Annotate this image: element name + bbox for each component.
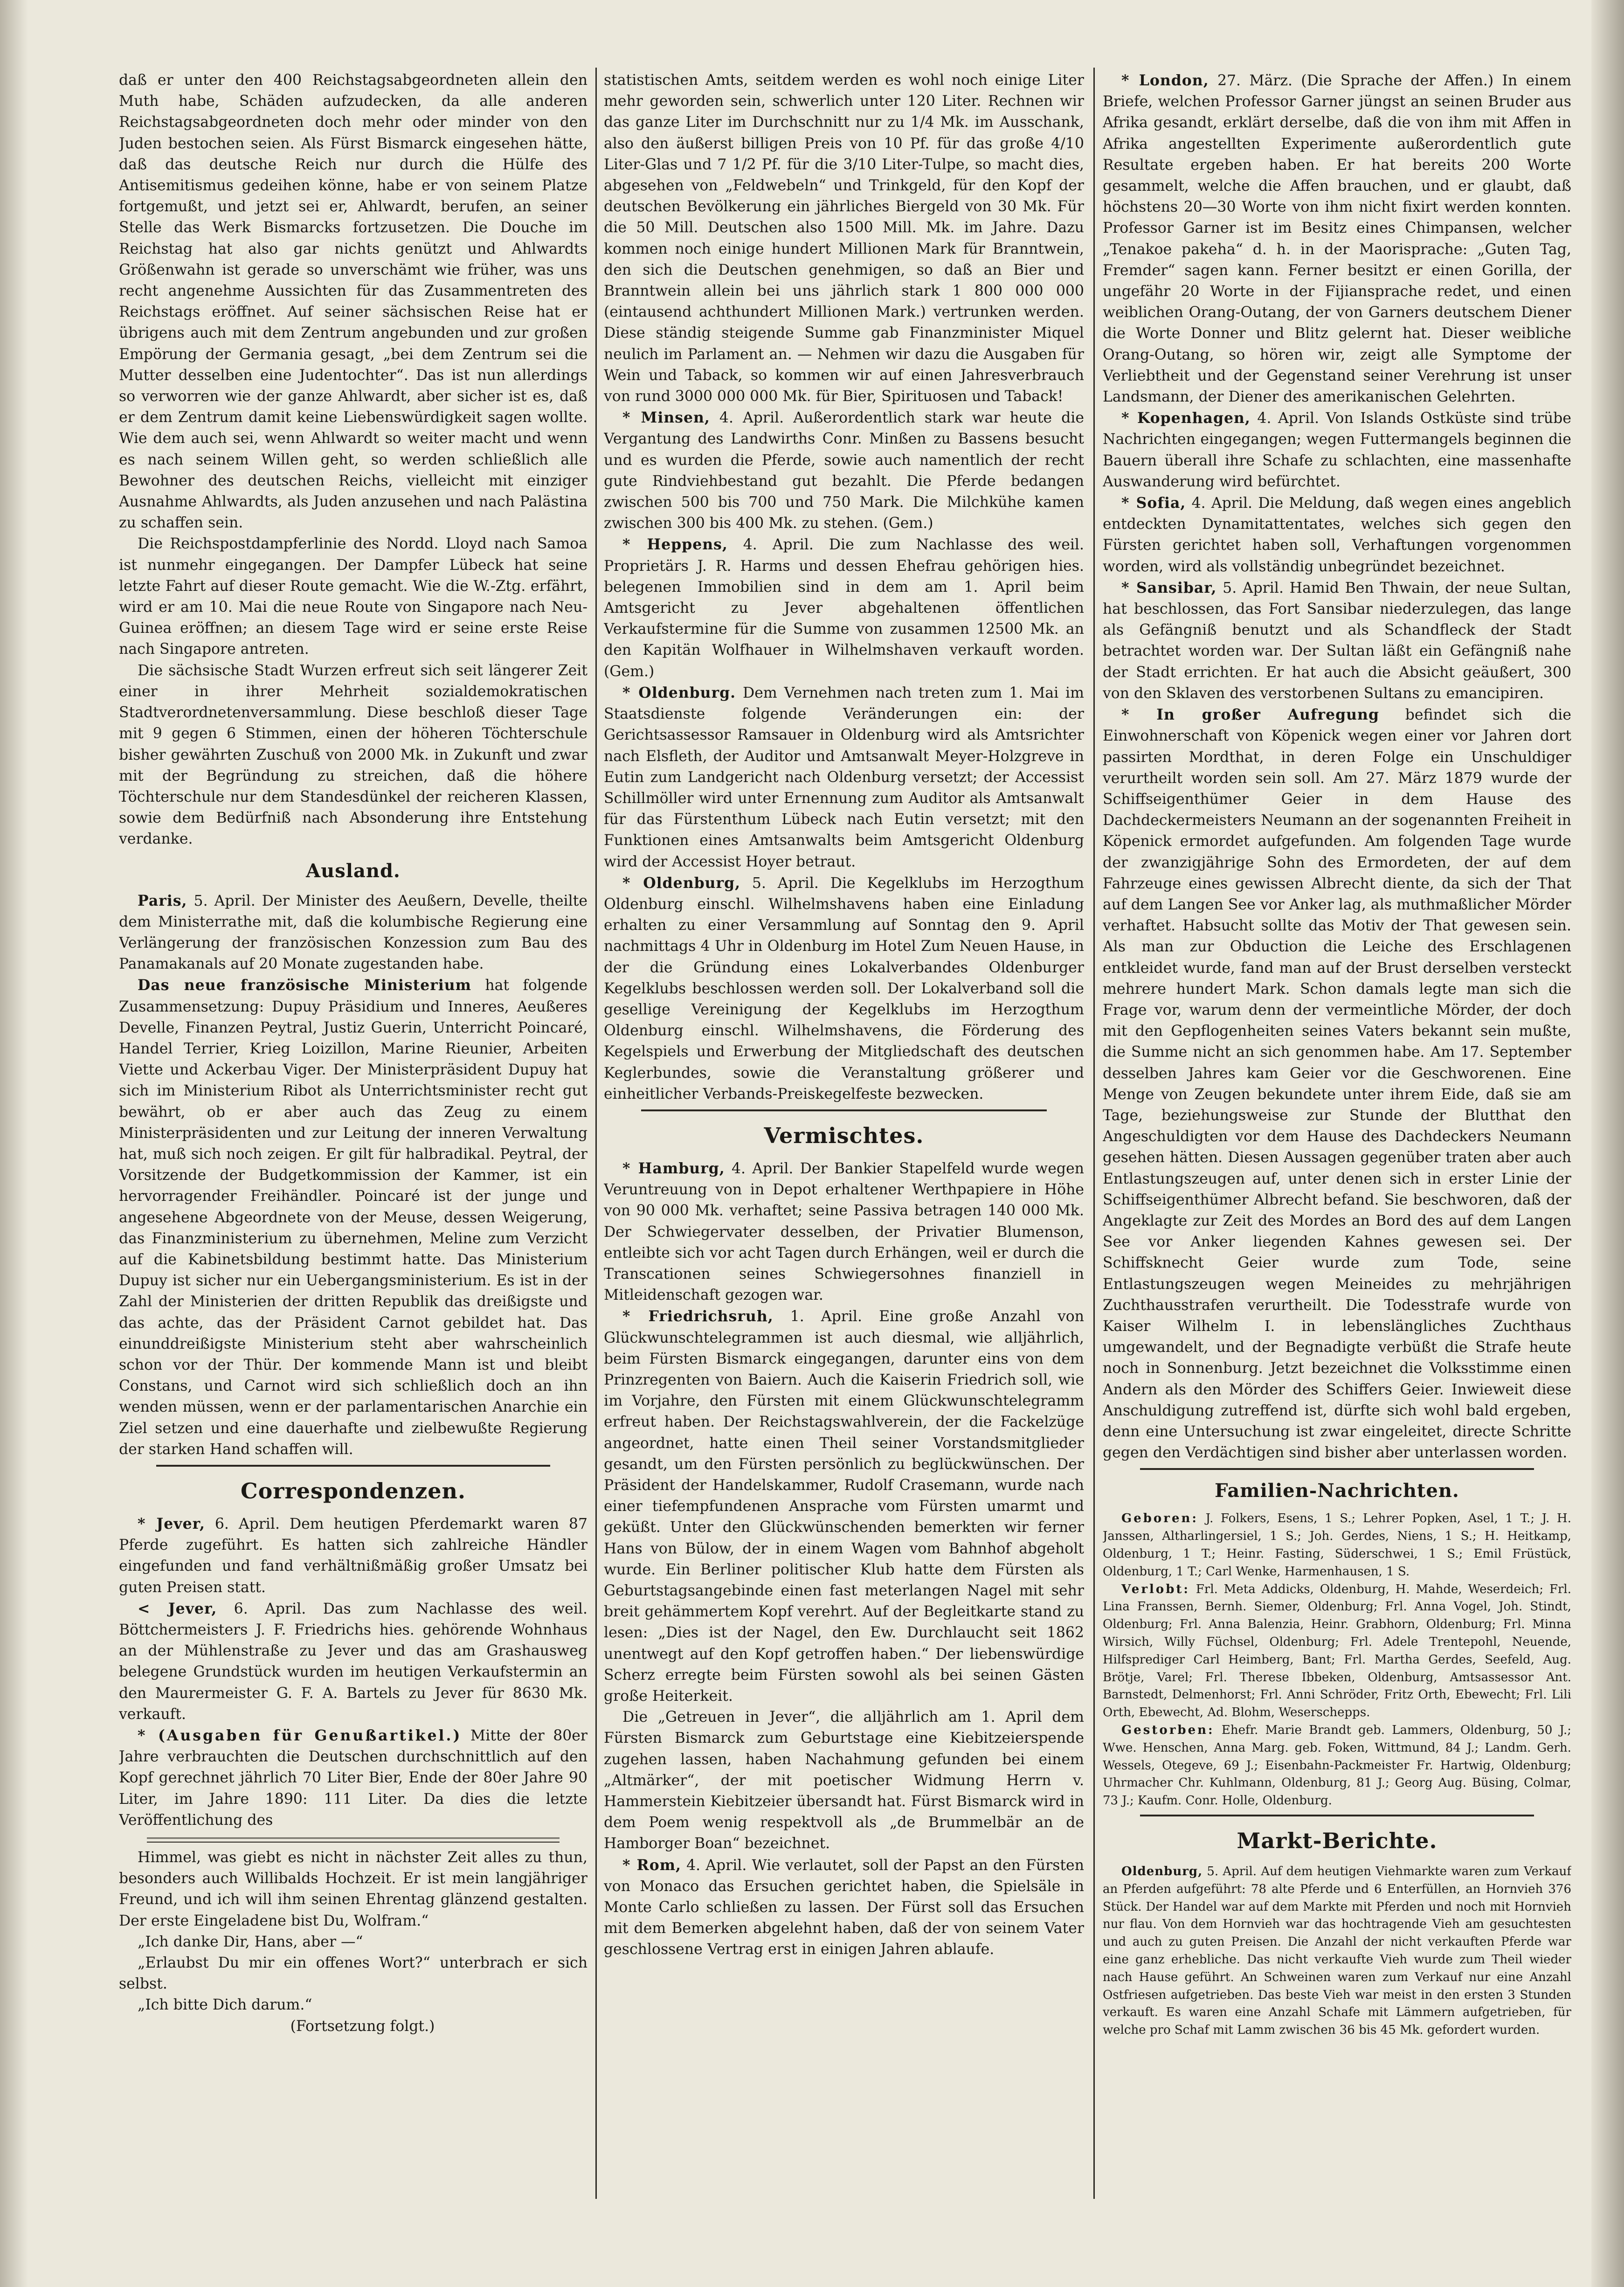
article-paris: Paris, 5. April. Der Minister des Aeußern, Develle, theilte dem Ministerrathe mit, daß die kolumbische Regierung eine Verlängerung der französischen Konzession zum Bau des Panamakanals auf 20 Monate zugestanden habe. (119, 892, 587, 973)
column-3 (1103, 70, 1571, 2197)
dateline: Das neue französische Ministerium (138, 977, 471, 994)
article-friedrichsruh: * Friedrichsruh, 1. April. Eine große Anzahl von Glückwunschtelegrammen ist auch diesmal, wie alljährlich, beim Fürsten Bismarck eingegangen, darunter eins von dem Prinzregenten von Baiern. Auch die Kaiserin Friedrich soll, wie im Vorjahre, den Fürsten mit einem Glückwunschtelegramm erfreut haben. Der Reichstagswahlverein, der die Fackelzüge angeordnet, hatte einen Theil seiner Vorstandsmitglieder gesandt, um den Fürsten persönlich zu beglückwünschen. Der Präsident der Handelskammer, Rudolf Crasemann, wurde nach einer tiefempfundenen Ansprache vom Fürsten umarmt und geküßt. Unter den Glückwünschenden bemerkten wir ferner Hans von Bülow, der in einem Wagen vom Bahnhof abgeholt wurde. Ein Berliner politischer Klub hatte dem Fürsten als Geburtstagsangebinde einen fast meterlangen Nagel mit sehr breit gehämmertem Kopf verehrt. Auf der Begleitkarte stand zu lesen: „Dies ist der Nagel, den Ew. Durchlaucht seit 1862 unentwegt auf den Kopf getroffen haben.“ Der liebenswürdige Scherz erregte beim Fürsten sowohl als bei seinen Gästen große Heiterkeit. (604, 1308, 1084, 1705)
column-2 (604, 70, 1084, 2197)
article-sofia: * Sofia, 4. April. Die Meldung, daß wegen eines angeblich entdeckten Dynamitattentates, welches sich gegen den Fürsten gerichtet haben soll, Verhaftungen vorgenommen worden, wird als vollständig unbegründet bezeichnet. (1103, 494, 1571, 575)
notice-gestorben: Gestorben: Ehefr. Marie Brandt geb. Lammers, Oldenburg, 50 J.; Wwe. Henschen, Anna Marg. geb. Foken, Wittmund, 84 J.; Landm. Gerh. Wessels, Otegeve, 69 J.; Eisenbahn-Packmeister Fr. Hartwig, Oldenburg; Uhrmacher Chr. Kuhlmann, Oldenburg, 81 J.; Georg Aug. Büsing, Colmar, 73 J.; Kaufm. Conr. Holle, Oldenburg. (1103, 1723, 1571, 1808)
feuilleton-divider (147, 1837, 560, 1843)
feuilleton-paragraph: Himmel, was giebt es nicht in nächster Zeit alles zu thun, besonders auch Willibalds Hochzeit. Er ist mein langjähriger Freund, und ich will ihm seinen Ehrentag glänzend gestalten. Der erste Eingeladene bist Du, Wolfram.“ (119, 1849, 587, 1929)
feuilleton (119, 1847, 587, 2037)
section-heading-ausland: Ausland. (306, 859, 401, 882)
article-wurzen: Die sächsische Stadt Wurzen erfreut sich seit längerer Zeit einer in ihrer Mehrheit sozialdemokratischen Stadtverordnetenversammlung. Diese beschloß dieser Tage mit 9 gegen 6 Stimmen, einen der höheren Töchterschule bisher gewährten Zuschuß von 2000 Mk. in Zukunft und zwar mit der Begründung zu streichen, daß die höhere Töchterschule nur dem Standesdünkel der reicheren Klassen, sowie dem Bedürfniß nach Absonderung ihre Entstehung verdanke. (119, 662, 587, 848)
section-heading-markt: Markt-Berichte. (1237, 1828, 1437, 1853)
page-edge (1591, 0, 1624, 2287)
article-markt-oldenburg: Oldenburg, 5. April. Auf dem heutigen Viehmarkte waren zum Verkauf an Pferden aufgeführt: 78 alte Pferde und 6 Enterfüllen, an Hornvieh 376 Stück. Der Handel war auf dem Markte mit Pferden und noch mit Hornvieh nur flau. Von dem Hornvieh war das hochtragende Vieh am gesuchtesten und auch zu guten Preisen. Die Anzahl der nicht verkauften Pferde war eine ganz erhebliche. Das nicht verkaufte Vieh wurde zum Theil wieder nach Hause geführt. An Schweinen waren zum Verkauf nur eine Anzahl Ostfriesen aufgetrieben. Das beste Vieh war meist in den ersten 3 Stunden verkauft. Es waren eine Anzahl Schafe mit Lämmern aufgetrieben, für welche pro Schaf mit Lamm zwischen 36 bis 45 Mk. gefordert wurden. (1103, 1864, 1571, 2038)
section-divider (1140, 1815, 1534, 1816)
notice-verlobt: Verlobt: Frl. Meta Addicks, Oldenburg, H. Mahde, Weserdeich; Frl. Lina Franssen, Bernh. Siemer, Oldenburg; Frl. Anna Vogel, Joh. Stindt, Oldenburg; Frl. Anna Balenzia, Heinr. Grabhorn, Oldenburg; Frl. Minna Wirsich, Willy Füchsel, Oldenburg; Frl. Adele Trentepohl, Neuende, Hilfsprediger Carl Heimberg, Bant; Frl. Martha Gerdes, Seefeld, Aug. Brötje, Varel; Frl. Therese Ibbeken, Oldenburg, Amtsassessor Ant. Barnstedt, Delmenhorst; Frl. Anni Schröder, Fritz Orth, Ebewecht; Frl. Lili Orth, Ebewecht, Ad. Blohm, Weserschepps. (1103, 1582, 1571, 1720)
column-rule (595, 68, 597, 2199)
feuilleton-paragraph: „Ich bitte Dich darum.“ (138, 1996, 312, 2014)
article-continuation: daß er unter den 400 Reichstagsabgeordneten allein den Muth habe, Schäden aufzudecken, da alle anderen Reichstagsabgeordneten doch mehr oder minder von den Juden bestochen seien. Als Fürst Bismarck eingesehen hätte, daß das deutsche Reich nur durch die Hülfe des Antisemitismus gedeihen könne, habe er von seinem Platze fortgemußt, und jetzt sei er, Ahlwardt, berufen, an seiner Stelle das Werk Bismarcks fortzusetzen. Die Douche im Reichstag hat also gar nichts genützt und Ahlwardts Größenwahn ist gerade so unverschämt wie früher, was uns recht angenehme Aussichten für das Zusammentreten des Reichstags eröffnet. Auf seiner sächsischen Reise hat er übrigens auch mit dem Zentrum angebunden und zur großen Empörung der Germania gesagt, „bei dem Zentrum sei die Mutter desselben eine Judentochter“. Das ist nun allerdings so verworren wie der ganze Ahlwardt, aber sicher ist es, daß er dem Zentrum damit keine Liebenswürdigkeit sagen wollte. Wie dem auch sei, wenn Ahlwardt so weiter macht und wenn es nach seinem Willen geht, so werden schließlich alle Bewohner des deutschen Reichs, vielleicht mit einziger Ausnahme Ahlwardts, als Juden anzusehen und nach Palästina zu schaffen sein. (119, 72, 587, 532)
article-oldenburg-kegelklubs: * Oldenburg, 5. April. Die Kegelklubs im Herzogthum Oldenburg einschl. Wilhelmshavens haben eine Einladung erhalten zu einer Versammlung auf Sonntag den 9. April nachmittags 4 Uhr in Oldenburg im Hotel Zum Neuen Hause, in der die Gründung eines Lokalverbandes Oldenburger Kegelklubs beschlossen werden soll. Der Lokalverband soll die gesellige Vereinigung der Kegelklubs im Herzogthum Oldenburg einschl. Wilhelmshavens, die Förderung des Kegelspiels und Erwerbung der Mitgliedschaft des deutschen Keglerbundes, sowie die Veranstaltung größerer und einheitlicher Verbands-Preiskegelfeste bezwecken. (604, 874, 1084, 1102)
article-heppens: * Heppens, 4. April. Die zum Nachlasse des weil. Proprietärs J. R. Harms und dessen Ehefrau gehörigen hies. belegenen Immobilien sind in dem am 1. April beim Amtsgericht zu Jever abgehaltenen öffentlichen Verkaufstermine für die Summe von zusammen 12500 Mk. an den Kapitän Wolfhauer in Wilhelmshaven verkauft worden. (Gem.) (604, 536, 1084, 680)
article-koepenick: * In großer Aufregung befindet sich die Einwohnerschaft von Köpenick wegen einer vor Jahren dort passirten Mordthat, in deren Folge ein Unschuldiger verurtheilt worden sein soll. Am 27. März 1879 wurde der Schiffseigenthümer Geier in dem Hause des Dachdeckermeisters Neumann an der sogenannten Freiheit in Köpenick ermordet aufgefunden. Am folgenden Tage wurde der zwanzigjährige Sohn des Ermordeten, der auf dem Fahrzeuge eines gewissen Albrecht diente, da sich der That auf dem Langen See vor Anker lag, als muthmaßlicher Mörder verhaftet. Habsucht sollte das Motiv der That gewesen sein. Als man zur Obduction die Leiche des Erschlagenen entkleidet wurde, fand man auf der Brust derselben versteckt mehrere hundert Mark. Schon damals legte man sich die Frage vor, warum denn der vermeintliche Mörder, der doch mit den Gepflogenheiten seines Vaters bekannt sein mußte, die Summe nicht an sich genommen habe. Am 17. September desselben Jahres kam Geier vor die Geschworenen. Eine Menge von Zeugen bekundete unter ihrem Eide, daß sie am Tage, beziehungsweise zur Stunde der Blutthat den Angeschuldigten vor dem Hause des Dachdeckers Neumann gesehen hätten. Diesen Aussagen gegenüber traten aber auch Entlastungszeugen auf, unter denen sich in erster Linie der Schiffseigenthümer Albrecht befand. Sie beschworen, daß der Angeklagte zur Zeit des Mordes an Bord des auf dem Langen See vor Anker liegenden Kahnes gewesen sei. Der Schiffsknecht Geier wurde zum Tode, seine Entlastungszeugen wegen Meineides zu mehrjährigen Zuchthausstrafen verurtheilt. Die Todesstrafe wurde von Kaiser Wilhelm I. in lebenslängliches Zuchthaus umgewandelt, und der Begnadigte verbüßt die Strafe heute noch in Sonnenburg. Jetzt bezeichnet die Volksstimme einen Andern als den Mörder des Schiffers Geier. Inwieweit diese Anschuldigung zutreffend ist, dürfte sich wohl bald ergeben, denn eine Untersuchung ist zwar eingeleitet, directe Schritte gegen den Verdächtigen sind bisher aber unterlassen worden. (1103, 706, 1571, 1462)
article-jever-pferdemarkt: * Jever, 6. April. Dem heutigen Pferdemarkt waren 87 Pferde zugeführt. Es hatten sich zahlreiche Händler eingefunden und fand verhältnißmäßig großer Umsatz bei guten Preisen statt. (119, 1515, 587, 1596)
article-oldenburg-staatsdienst: * Oldenburg. Dem Vernehmen nach treten zum 1. Mai im Staatsdienste folgende Veränderungen ein: der Gerichtsassessor Ramsauer in Oldenburg wird als Amtsrichter nach Elsfleth, der Auditor und Amtsanwalt Meyer-Holzgreve in Eutin zum Landgericht nach Oldenburg versetzt; der Accessist Schillmöller wird unter Ernennung zum Auditor als Amtsanwalt für das Fürstenthum Lübeck nach Eutin versetzt; mit den Funktionen eines Amtsanwalts beim Amtsgericht Oldenburg wird der Accessist Hoyer betraut. (604, 684, 1084, 870)
section-divider (1140, 1468, 1534, 1470)
section-heading-vermischtes: Vermischtes. (764, 1123, 924, 1148)
feuilleton-paragraph: „Erlaubst Du mir ein offenes Wort?“ unterbrach er sich selbst. (119, 1954, 587, 1993)
family-notices (1103, 1510, 1571, 1810)
continuation-note: (Fortsetzung folgt.) (290, 2017, 435, 2035)
column-1 (119, 70, 587, 2197)
article-getreuen: Die „Getreuen in Jever“, die alljährlich am 1. April dem Fürsten Bismarck zum Geburtstage eine Kiebitzeierspende zugehen lassen, haben Nachahmung gefunden bei einem „Altmärker“, der mit poetischer Widmung Herrn v. Hammerstein Kiebitzeier übersandt hat. Fürst Bismarck wird in dem Poem wenig respektvoll als „de Brummelbär an de Hamborger Boan“ bezeichnet. (604, 1709, 1084, 1852)
column-rule (1093, 68, 1095, 2199)
section-heading-familien: Familien-Nachrichten. (1215, 1480, 1459, 1502)
article-london: * London, 27. März. (Die Sprache der Affen.) In einem Briefe, welchen Professor Garner jüngst an seinen Bruder aus Afrika gesandt, erklärt derselbe, daß die von ihm mit Affen in Afrika angestellten Experimente außerordentlich gute Resultate ergeben haben. Er hat bereits 200 Worte gesammelt, welche die Affen brauchen, und er glaubt, daß höchstens 20—30 Worte von ihm nicht fixirt werden konnten. Professor Garner ist im Besitz eines Chimpansen, welcher „Tenakoe pakeha“ d. h. in der Maorisprache: „Guten Tag, Fremder“ sagen kann. Ferner besitzt er einen Gorilla, der ungefähr 20 Worte in der Fijiansprache redet, und einen weiblichen Orang-Outang, der von Garners deutschem Diener die Worte Donner und Blitz gelernt hat. Dieser weibliche Orang-Outang, so hören wir, zeigt alle Symptome der Verliebtheit und der Gegenstand seiner Verehrung ist unser Landsmann, der Diener des amerikanischen Gelehrten. (1103, 72, 1571, 406)
binding-shadow (0, 0, 28, 2287)
article-hamburg: * Hamburg, 4. April. Der Bankier Stapelfeld wurde wegen Veruntreuung von in Depot erhaltener Werthpapiere in Höhe von 90 000 Mk. verhaftet; seine Passiva betragen 140 000 Mk. Der Schwiegervater desselben, der Privatier Blumenson, entleibte sich vor acht Tagen durch Erhängen, weil er durch die Transcationen seines Schwiegersohnes finanziell in Mitleidenschaft gezogen war. (604, 1159, 1084, 1304)
article-rom: * Rom, 4. April. Wie verlautet, soll der Papst an den Fürsten von Monaco das Ersuchen gerichtet haben, die Spielsäle in Monte Carlo schließen zu lassen. Der Fürst soll das Ersuchen mit dem Bemerken abgelehnt haben, daß der von seinem Vater geschlossene Vertrag erst in einigen Jahren ablaufe. (604, 1856, 1084, 1958)
article-minsen: * Minsen, 4. April. Außerordentlich stark war heute die Vergantung des Landwirths Conr. Minßen zu Bassens besucht und es wurden die Pferde, sowie auch namentlich der recht gute Rindviehbestand gut bezahlt. Die Pferde bedangen zwischen 500 bis 700 und 750 Mark. Die Milchkühe kamen zwischen 300 bis 400 Mk. zu stehen. (Gem.) (604, 409, 1084, 532)
section-divider (156, 1465, 550, 1467)
article-continuation: statistischen Amts, seitdem werden es wohl noch einige Liter mehr geworden sein, schwerlich unter 120 Liter. Rechnen wir das ganze Liter im Durchschnitt nur zu 1/4 Mk. im Ausschank, also den äußerst billigen Preis von 10 Pf. für das große 4/10 Liter-Glas und 7 1/2 Pf. für die 3/10 Liter-Tulpe, so macht dies, abgesehen von „Feldwebeln“ und Trinkgeld, für den Kopf der deutschen Bevölkerung ein jährliches Biergeld von 30 Mk. Für die 50 Mill. Deutschen also 1500 Mill. Mk. im Jahre. Dazu kommen noch einige hundert Millionen Mark für Branntwein, den sich die Deutschen genehmigen, so daß an Bier und Branntwein allein bei uns jährlich stark 1 800 000 000 (eintausend achthundert Millionen Mark.) vertrunken werden. Diese ständig steigende Summe gab Finanzminister Miquel neulich im Parlament an. — Nehmen wir dazu die Ausgaben für Wein und Taback, so kommen wir auf einen Jahresverbrauch von rund 3000 000 000 Mk. für Bier, Spirituosen und Taback! (604, 72, 1084, 405)
notice-geboren: Geboren: J. Folkers, Esens, 1 S.; Lehrer Popken, Asel, 1 T.; J. H. Janssen, Altharlingersiel, 1 S.; Joh. Gerdes, Niens, 1 S.; H. Heitkamp, Oldenburg, 1 T.; Heinr. Fasting, Süderschwei, 1 S.; Emil Früstück, Oldenburg, 1 T.; Carl Wenke, Harmenhausen, 1 S. (1103, 1511, 1571, 1579)
dateline: Paris, (138, 892, 187, 909)
section-heading-correspondenzen: Correspondenzen. (241, 1478, 466, 1504)
article-sansibar: * Sansibar, 5. April. Hamid Ben Thwain, der neue Sultan, hat beschlossen, das Fort Sansibar niederzulegen, das lange als Gefängniß benutzt und als Schandfleck der Stadt betrachtet worden war. Der Sultan läßt ein Gefängniß nahe der Stadt errichten. Er hat auch die Absicht geäußert, 300 von den Sklaven des verstorbenen Sultans zu emancipiren. (1103, 579, 1571, 702)
market-report (1103, 1863, 1571, 2039)
article-reichspostdampfer: Die Reichspostdampferlinie des Nordd. Lloyd nach Samoa ist nunmehr eingegangen. Der Dampfer Lübeck hat seine letzte Fahrt auf dieser Route gemacht. Wie die W.-Ztg. erfährt, wird er am 10. Mai die neue Route von Singapore nach Neu-Guinea eröffnen; an diesem Tage wird er seine erste Reise nach Singapore antreten. (119, 535, 587, 658)
article-ministerium: Das neue französische Ministerium hat folgende Zusammensetzung: Dupuy Präsidium und Inneres, Aeußeres Develle, Finanzen Peytral, Justiz Guerin, Unterricht Poincaré, Handel Terrier, Krieg Loizillon, Marine Rieunier, Arbeiten Viette und Ackerbau Viger. Der Ministerpräsident Dupuy hat sich im Ministerium Ribot als Unterrichtsminister recht gut bewährt, ob er aber auch das Zeug zu einem Ministerpräsidenten und zur Leitung der inneren Verwaltung hat, muß sich noch zeigen. Er gilt für halbradikal. Peytral, der Vorsitzende der Budgetkommission der Kammer, ist ein hervorragender Freihändler. Poincaré ist der junge und angesehene Abgeordnete von der Meuse, dessen Weigerung, das Finanzministerium zu übernehmen, Meline zum Verzicht auf die Kabinetsbildung bestimmt hatte. Das Ministerium Dupuy ist sicher nur ein Uebergangsministerium. Es ist in der Zahl der Ministerien der dritten Republik das dreißigste und das achte, das der Präsident Carnot gebildet hat. Das einunddreißigste Ministerium steht aber wahrscheinlich schon vor der Thür. Der kommende Mann ist und bleibt Constans, und Carnot wird sich schließlich doch an ihn wenden müssen, wenn er der parlamentarischen Anarchie ein Ziel setzen und eine dauerhafte und zielbewußte Regierung der starken Hand schaffen will. (119, 977, 587, 1458)
section-divider (641, 1109, 1047, 1111)
article-kopenhagen: * Kopenhagen, 4. April. Von Islands Ostküste sind trübe Nachrichten eingegangen; wegen Futtermangels beginnen die Bauern überall ihre Schafe zu schlachten, eine massenhafte Auswanderung wird befürchtet. (1103, 409, 1571, 490)
feuilleton-paragraph: „Ich danke Dir, Hans, aber —“ (138, 1933, 363, 1950)
article-jever-verkauf: < Jever, 6. April. Das zum Nachlasse des weil. Böttchermeisters J. F. Friedrichs hies. gehörende Wohnhaus an der Mühlenstraße zu Jever und das am Grashausweg belegene Grundstück wurden im heutigen Verkaufstermin an den Maurermeister G. F. A. Bartels zu Jever für 8630 Mk. verkauft. (119, 1600, 587, 1723)
article-genussartikel: * (Ausgaben für Genußartikel.) Mitte der 80er Jahre verbrauchten die Deutschen durchschnittlich auf den Kopf gerechnet jährlich 70 Liter Bier, Ende der 80er Jahre 90 Liter, im Jahre 1890: 111 Liter. Da dies die letzte Veröffentlichung des (119, 1727, 587, 1829)
